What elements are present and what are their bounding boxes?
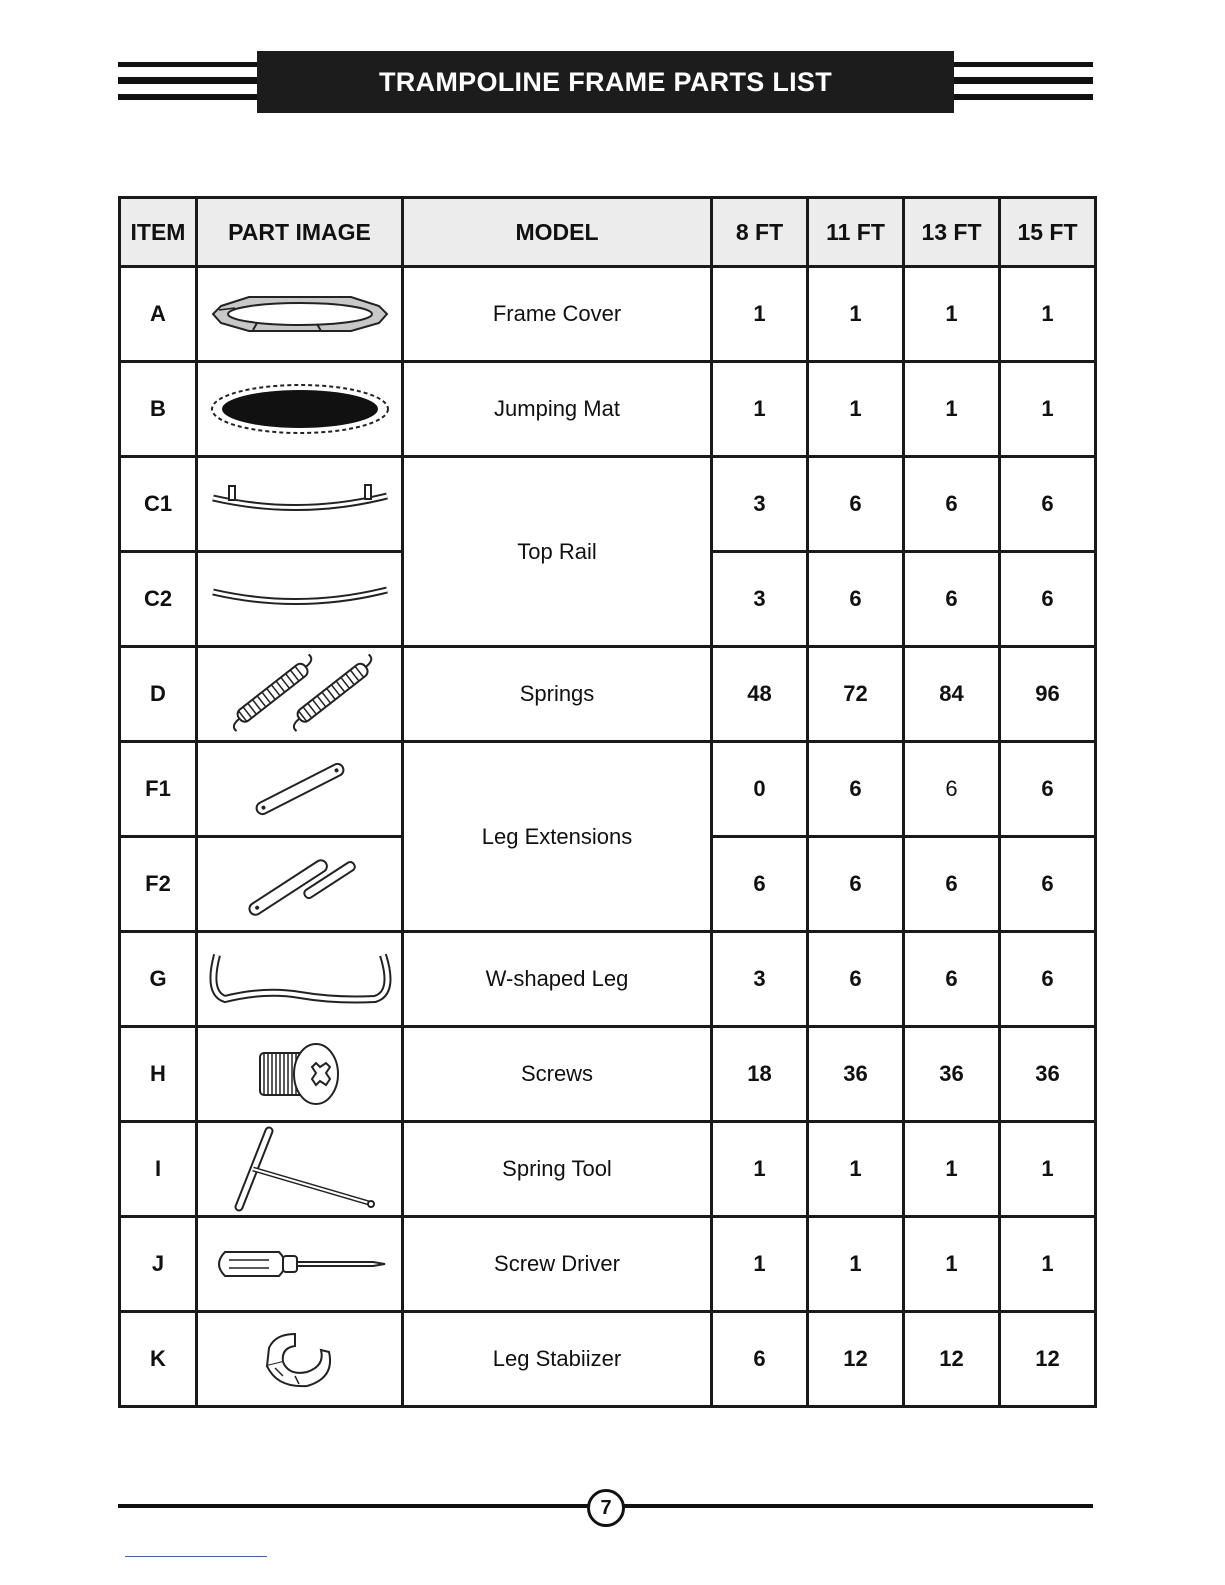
header-8ft: 8 FT [712, 198, 808, 267]
link-underline[interactable] [125, 1556, 267, 1557]
item-code: I [120, 1122, 197, 1217]
part-image-cell [197, 1217, 403, 1312]
qty-8ft: 3 [712, 552, 808, 647]
spring-tool-icon [209, 1125, 391, 1213]
header-decoration-right [953, 62, 1093, 104]
qty-8ft: 1 [712, 1217, 808, 1312]
part-image-cell [197, 1312, 403, 1407]
header-model: MODEL [403, 198, 712, 267]
qty-13ft: 6 [904, 742, 1000, 837]
model-name: Springs [403, 647, 712, 742]
table-row [120, 647, 1096, 742]
part-image-cell [197, 362, 403, 457]
model-name: Screw Driver [403, 1217, 712, 1312]
qty-15ft: 36 [1000, 1027, 1096, 1122]
model-name: Frame Cover [403, 267, 712, 362]
qty-15ft: 1 [1000, 362, 1096, 457]
page-title: TRAMPOLINE FRAME PARTS LIST [257, 51, 954, 113]
qty-13ft: 6 [904, 457, 1000, 552]
qty-13ft: 1 [904, 362, 1000, 457]
leg-stabilizer-icon [255, 1326, 345, 1392]
table-header-row [120, 198, 1096, 267]
item-code: B [120, 362, 197, 457]
qty-11ft: 36 [808, 1027, 904, 1122]
qty-8ft: 6 [712, 837, 808, 932]
qty-13ft: 6 [904, 552, 1000, 647]
model-name: Jumping Mat [403, 362, 712, 457]
item-code: C2 [120, 552, 197, 647]
qty-8ft: 6 [712, 1312, 808, 1407]
qty-13ft: 84 [904, 647, 1000, 742]
qty-15ft: 6 [1000, 837, 1096, 932]
model-name: Spring Tool [403, 1122, 712, 1217]
qty-11ft: 1 [808, 362, 904, 457]
item-code: F1 [120, 742, 197, 837]
header-11ft: 11 FT [808, 198, 904, 267]
qty-11ft: 72 [808, 647, 904, 742]
table-row [120, 742, 1096, 837]
qty-15ft: 6 [1000, 457, 1096, 552]
qty-8ft: 0 [712, 742, 808, 837]
part-image-cell [197, 647, 403, 742]
qty-15ft: 1 [1000, 1217, 1096, 1312]
model-name: Top Rail [403, 457, 712, 647]
model-name: Screws [403, 1027, 712, 1122]
qty-13ft: 6 [904, 837, 1000, 932]
item-code: F2 [120, 837, 197, 932]
page-number: 7 [587, 1489, 625, 1527]
qty-13ft: 6 [904, 932, 1000, 1027]
qty-13ft: 1 [904, 1217, 1000, 1312]
header-decoration-left [118, 62, 258, 104]
qty-11ft: 6 [808, 457, 904, 552]
w-shaped-leg-icon [205, 949, 395, 1009]
qty-11ft: 1 [808, 1217, 904, 1312]
table-row [120, 267, 1096, 362]
leg-extension-f2-icon [209, 849, 391, 919]
table-row [120, 1122, 1096, 1217]
leg-extension-f1-icon [209, 759, 391, 819]
screwdriver-icon [209, 1246, 391, 1282]
model-name: W-shaped Leg [403, 932, 712, 1027]
qty-13ft: 36 [904, 1027, 1000, 1122]
qty-11ft: 6 [808, 742, 904, 837]
top-rail-c2-icon [209, 584, 391, 614]
item-code: K [120, 1312, 197, 1407]
part-image-cell [197, 932, 403, 1027]
qty-15ft: 6 [1000, 742, 1096, 837]
item-code: A [120, 267, 197, 362]
qty-8ft: 1 [712, 267, 808, 362]
part-image-cell [197, 1122, 403, 1217]
qty-15ft: 6 [1000, 932, 1096, 1027]
item-code: J [120, 1217, 197, 1312]
header-part-image: PART IMAGE [197, 198, 403, 267]
header-item: ITEM [120, 198, 197, 267]
qty-8ft: 1 [712, 362, 808, 457]
qty-15ft: 1 [1000, 1122, 1096, 1217]
header-13ft: 13 FT [904, 198, 1000, 267]
part-image-cell [197, 267, 403, 362]
qty-15ft: 12 [1000, 1312, 1096, 1407]
qty-8ft: 18 [712, 1027, 808, 1122]
qty-11ft: 6 [808, 552, 904, 647]
qty-8ft: 48 [712, 647, 808, 742]
qty-8ft: 3 [712, 457, 808, 552]
model-name: Leg Stabiizer [403, 1312, 712, 1407]
qty-13ft: 1 [904, 267, 1000, 362]
qty-15ft: 96 [1000, 647, 1096, 742]
qty-11ft: 6 [808, 932, 904, 1027]
item-code: C1 [120, 457, 197, 552]
parts-table [118, 196, 1097, 1408]
table-row [120, 1217, 1096, 1312]
frame-cover-icon [209, 292, 391, 336]
qty-15ft: 6 [1000, 552, 1096, 647]
qty-11ft: 12 [808, 1312, 904, 1407]
item-code: D [120, 647, 197, 742]
qty-13ft: 1 [904, 1122, 1000, 1217]
table-row [120, 362, 1096, 457]
part-image-cell [197, 742, 403, 837]
header-15ft: 15 FT [1000, 198, 1096, 267]
jumping-mat-icon [209, 383, 391, 435]
top-rail-c1-icon [209, 484, 391, 524]
part-image-cell [197, 457, 403, 552]
part-image-cell [197, 552, 403, 647]
table-row [120, 932, 1096, 1027]
springs-icon [209, 654, 391, 734]
qty-15ft: 1 [1000, 267, 1096, 362]
qty-8ft: 3 [712, 932, 808, 1027]
item-code: G [120, 932, 197, 1027]
item-code: H [120, 1027, 197, 1122]
qty-8ft: 1 [712, 1122, 808, 1217]
qty-13ft: 12 [904, 1312, 1000, 1407]
qty-11ft: 1 [808, 1122, 904, 1217]
qty-11ft: 1 [808, 267, 904, 362]
table-row [120, 457, 1096, 552]
screw-icon [250, 1041, 350, 1107]
model-name: Leg Extensions [403, 742, 712, 932]
part-image-cell [197, 837, 403, 932]
table-row [120, 1027, 1096, 1122]
qty-11ft: 6 [808, 837, 904, 932]
part-image-cell [197, 1027, 403, 1122]
table-row [120, 1312, 1096, 1407]
